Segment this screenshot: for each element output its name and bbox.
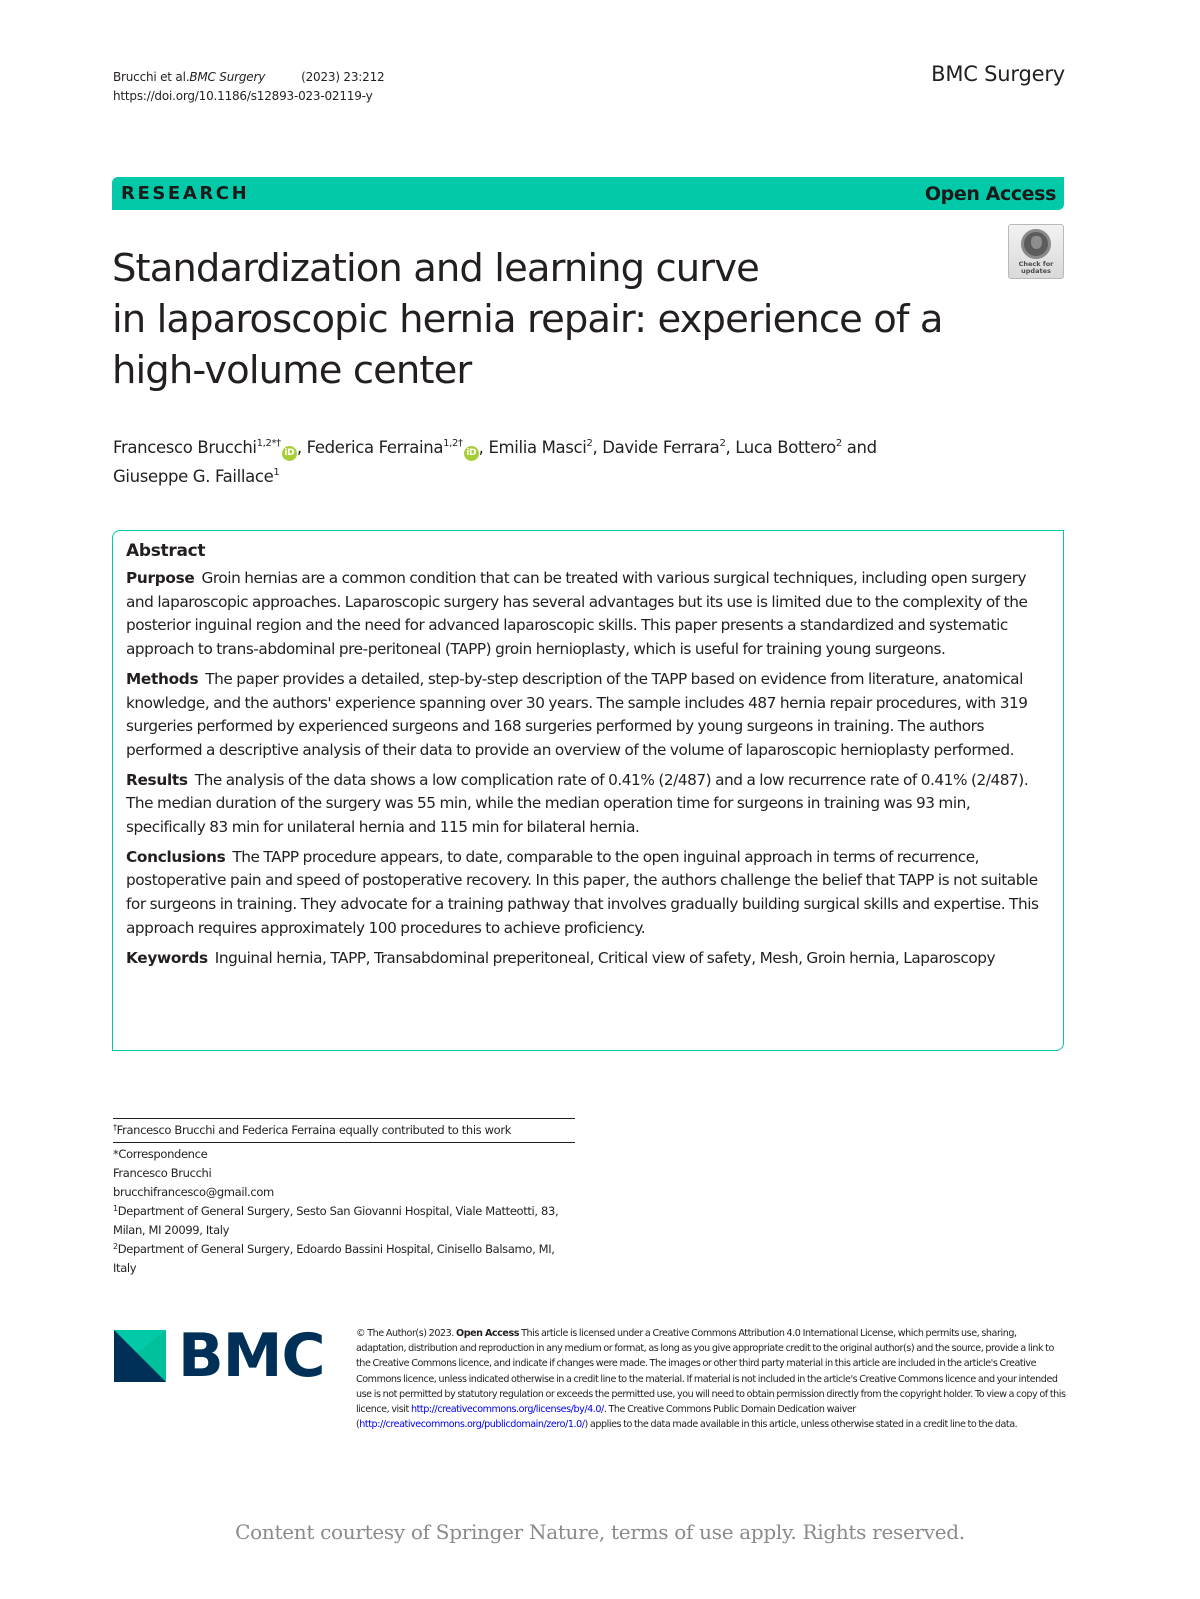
author-affiliation-sup: 1 — [273, 467, 280, 478]
abstract-results — [126, 769, 1051, 840]
license-statement: © The Author(s) 2023. Open Access This article is licensed under a Creative Commons Attribution 4.0 International License, which permits use, sharing, adaptation, distribution and reproduction in any medium or format, as long as you give appropriate credit to the original author(s) and the source, provide a link to the Creative Commons licence, and indicate if changes were made. The images or other third party material in this article are included in the article's Creative Commons licence, unless indicated otherwise in a credit line to the material. If material is not included in the article's Creative Commons licence and your intended use is not permitted by statutory regulation or exceeds the permitted use, you will need to obtain permission directly from the copyright holder. To view a copy of this licence, visit http://creativecommons.org/licenses/by/4.0/. The Creative Commons Public Domain Dedication waiver (http://creativecommons.org/publicdomain/zero/1.0/) applies to the data made available in this article, unless otherwise stated in a credit line to the data. — [356, 1328, 1066, 1431]
footnotes — [113, 1118, 575, 1280]
bmc-logo-text: BMC — [178, 1321, 325, 1391]
citation-authors: Brucchi et al. — [113, 70, 190, 84]
copyright-notice: © The Author(s) 2023. — [356, 1328, 454, 1339]
affiliation-2: $^2$Department of General Surgery, Edoardo Bassini Hospital, Cinisello Balsamo, MI, Italy — [113, 1242, 555, 1275]
author-list: Francesco Brucchi$^{1,2*\dagger}$iD , Federica Ferraina$^{1,2\dagger}$iD , Emilia Masci$^2$, Davide Ferrara$^2$, Luca Bottero$^2$ and Giuseppe G. Faillace$^1$ — [113, 438, 877, 486]
section-text: Groin hernias are a common condition that can be treated with various surgical techniques, including open surgery and laparoscopic approaches. Laparoscopic surgery has several advantages but its use is limited due to the complexity of the posterior inguinal region and the need for advanced laparoscopic skills. This paper presents a standardized and systematic approach to trans-abdominal pre-peritoneal (TAPP) groin hernioplasty, which is useful for training young surgeons. — [126, 569, 1028, 659]
orcid-icon[interactable]: iD — [282, 446, 297, 461]
author-affiliation-sup: 1,2*† — [256, 438, 281, 449]
check-for-updates-button[interactable] — [1008, 224, 1064, 279]
author-affiliation-sup: 1,2† — [443, 438, 463, 449]
author-name[interactable]: Federica Ferraina — [306, 438, 444, 457]
author-affiliation-sup: 2 — [586, 438, 593, 449]
cc0-waiver-link[interactable]: http://creativecommons.org/publicdomain/zero/1.0/ — [359, 1419, 585, 1431]
author-name[interactable]: Emilia Masci — [488, 438, 587, 457]
section-text: Inguinal hernia, TAPP, Transabdominal preperitoneal, Critical view of safety, Mesh, Groin hernia, Laparoscopy — [214, 948, 996, 967]
correspondence-name: Francesco Brucchi — [113, 1166, 212, 1180]
doi-link[interactable]: https://doi.org/10.1186/s12893-023-02119-y — [113, 89, 373, 103]
article-title: Standardization and learning curve in laparoscopic hernia repair: experience of a high-volume center — [112, 246, 943, 393]
open-access-label: Open Access — [924, 182, 1056, 205]
publisher-watermark: Content courtesy of Springer Nature, terms of use apply. Rights reserved. — [235, 1520, 965, 1544]
section-label: Purpose — [126, 569, 195, 587]
author-name[interactable]: Francesco Brucchi — [113, 438, 257, 457]
author-name[interactable]: Luca Bottero — [735, 438, 836, 457]
abstract-methods — [126, 668, 1051, 763]
bmc-logo-mark-icon — [114, 1330, 166, 1382]
section-text: The TAPP procedure appears, to date, comparable to the open inguinal approach in terms of recurrence, postoperative pain and speed of postoperative recovery. In this paper, the authors challenge the belief that TAPP is not suitable for surgeons in training. They advocate for a training pathway that involves gradually building surgical skills and expertise. This approach requires approximately 100 procedures to achieve proficiency. — [126, 847, 1039, 937]
journal-name: BMC Surgery — [931, 62, 1065, 86]
article-type-banner — [112, 177, 1064, 210]
orcid-icon[interactable]: iD — [464, 446, 479, 461]
equal-contribution-note: †Francesco Brucchi and Federica Ferraina equally contributed to this work — [113, 1123, 512, 1137]
section-text: The paper provides a detailed, step-by-step description of the TAPP based on evidence from literature, anatomical knowledge, and the authors' experience spanning over 30 years. The sample includes 487 hernia repair procedures, with 319 surgeries performed by experienced surgeons and 168 surgeries performed by young surgeons in training. The authors performed a descriptive analysis of their data to provide an overview of the volume of laparoscopic hernioplasty performed. — [126, 669, 1028, 759]
abstract-conclusions — [126, 846, 1051, 941]
open-access-label: Open Access — [456, 1328, 519, 1339]
correspondence-email[interactable]: brucchifrancesco@gmail.com — [113, 1185, 274, 1199]
bookmark-icon — [1021, 229, 1051, 259]
author-name[interactable]: Giuseppe G. Faillace — [113, 467, 274, 486]
authors-connector: and — [846, 438, 877, 457]
author-affiliation-sup: 2 — [835, 438, 842, 449]
correspondence-label: *Correspondence — [113, 1147, 208, 1161]
abstract-box — [112, 530, 1064, 1051]
section-label: Keywords — [126, 948, 208, 967]
citation-volume: (2023) 23:212 — [301, 70, 385, 84]
article-type-label: RESEARCH — [121, 183, 250, 204]
citation-journal: BMC Surgery — [189, 70, 266, 84]
abstract-purpose — [126, 567, 1051, 662]
abstract-keywords — [126, 947, 1051, 971]
author-name[interactable]: Davide Ferrara — [602, 438, 720, 457]
correspondence-block — [113, 1143, 575, 1280]
affiliation-1: $^1$Department of General Surgery, Sesto San Giovanni Hospital, Viale Matteotti, 83, Milan, MI 20099, Italy — [113, 1204, 559, 1237]
bmc-logo — [114, 1321, 325, 1391]
author-affiliation-sup: 2 — [719, 438, 726, 449]
abstract-heading: Abstract — [126, 541, 206, 561]
section-label: Results — [126, 770, 188, 789]
running-header-citation — [113, 68, 384, 106]
section-label: Methods — [126, 669, 199, 688]
cc-by-license-link[interactable]: http://creativecommons.org/licenses/by/4.0/ — [410, 1404, 604, 1416]
check-for-updates-label: Check for updates — [1018, 260, 1054, 275]
section-text: The analysis of the data shows a low complication rate of 0.41% (2/487) and a low recurrence rate of 0.41% (2/487). The median duration of the surgery was 55 min, while the median operation time for surgeons in training was 93 min, specifically 83 min for unilateral hernia and 115 min for bilateral hernia. — [126, 770, 1029, 837]
section-label: Conclusions — [126, 847, 226, 866]
